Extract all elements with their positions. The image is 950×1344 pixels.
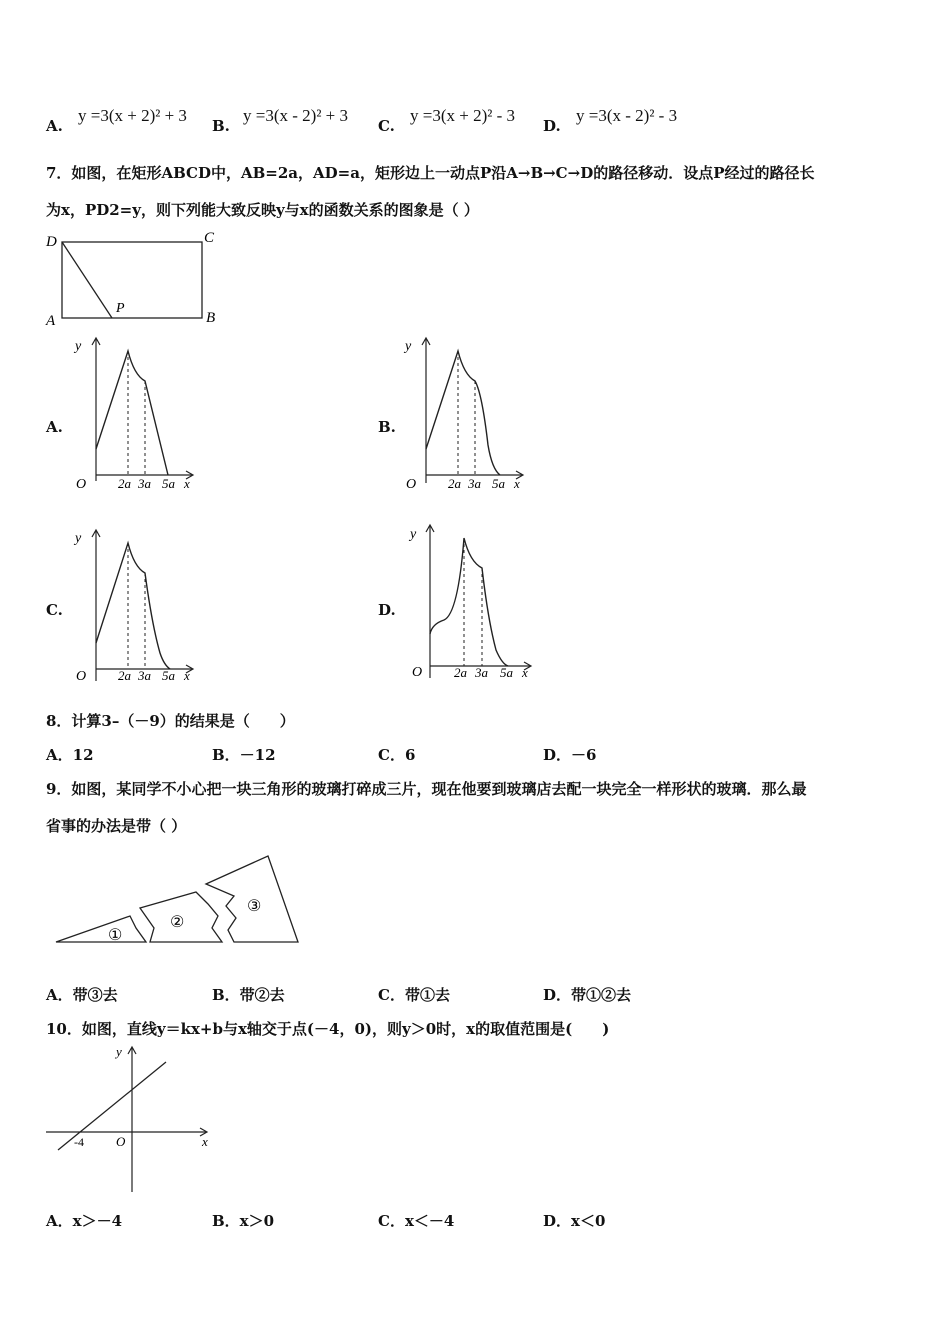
svg-text:3a: 3a [468,476,481,491]
q8-option-b: B．－12 [212,746,276,764]
q7-stem-line2: 为x，PD2=y，则下列能大致反映y与x的函数关系的图象是（ ） [46,201,479,219]
q6-option-a-expr: y =3(x + 2)² + 3 [78,106,187,125]
svg-text:y: y [405,339,412,354]
rect-label-a: A [46,313,56,329]
svg-text:5a: 5a [162,668,175,683]
svg-text:x: x [514,476,520,491]
q9-option-b: B．带②去 [212,986,285,1004]
q9-option-d: D．带①②去 [543,986,632,1004]
q10-stem: 10．如图，直线y＝kx+b与x轴交于点(－4，0)，则y＞0时，x的取值范围是( ) [46,1020,610,1038]
piece-2: ② [170,914,185,931]
q8-option-c: C．6 [378,746,416,764]
q10-option-c: C．x＜－4 [378,1212,455,1230]
svg-text:5a: 5a [162,476,175,491]
svg-text:O: O [412,665,423,680]
q7-graph-d-label: D. [378,601,396,619]
q10-line-graph [40,1042,220,1197]
piece-3: ③ [247,898,262,915]
rect-label-p: P [116,301,125,316]
svg-text:2a: 2a [454,665,467,680]
svg-text:O: O [76,669,87,684]
svg-text:3a: 3a [138,476,151,491]
q9-stem-line1: 9．如图，某同学不小心把一块三角形的玻璃打碎成三片，现在他要到玻璃店去配一块完全一样形状的玻璃．那么最 [46,780,807,798]
svg-text:x: x [202,1134,208,1149]
rect-label-d: D [46,234,57,250]
svg-text:5a: 5a [492,476,505,491]
svg-text:y: y [75,531,82,546]
q6-option-d-label: D. [543,117,561,135]
svg-text:O: O [406,477,417,492]
svg-text:-4: -4 [74,1135,84,1149]
q9-option-a: A．带③去 [46,986,118,1004]
svg-text:5a: 5a [500,665,513,680]
rect-label-c: C [204,230,215,246]
svg-text:y: y [410,527,417,542]
svg-text:y: y [116,1044,122,1059]
svg-text:y: y [75,339,82,354]
q7-stem-line1: 7．如图，在矩形ABCD中，AB=2a，AD=a，矩形边上一动点P沿A→B→C→D的路径移动．设点P经过的路径长 [46,164,815,182]
svg-text:2a: 2a [448,476,461,491]
rectangle-figure [40,228,230,330]
q6-option-d-expr: y =3(x - 2)² - 3 [576,106,678,125]
svg-text:2a: 2a [118,476,131,491]
q7-graph-a-label: A. [46,418,63,436]
q8-stem: 8．计算3–（－9）的结果是（ ） [46,712,295,730]
svg-text:x: x [184,476,190,491]
q7-graph-c-label: C. [46,601,63,619]
q9-option-c: C．带①去 [378,986,450,1004]
svg-text:x: x [184,668,190,683]
q6-option-b-expr: y =3(x - 2)² + 3 [243,106,349,125]
q8-option-a: A．12 [46,746,94,764]
broken-glass-figure [50,850,310,950]
q6-option-b-label: B. [212,117,230,135]
piece-1: ① [108,927,123,944]
q7-graph-d [404,520,538,680]
q6-option-c-expr: y =3(x + 2)² - 3 [410,106,516,125]
q10-option-b: B．x＞0 [212,1212,275,1230]
q7-graph-a [70,333,200,493]
svg-text:O: O [116,1134,126,1149]
q7-graph-c [70,525,200,685]
q6-option-c-label: C. [378,117,395,135]
q9-stem-line2: 省事的办法是带（ ） [46,817,187,835]
q6-option-a-label: A. [46,117,63,135]
q7-graph-b [400,333,530,493]
q8-option-d: D．－6 [543,746,597,764]
q10-option-d: D．x＜0 [543,1212,606,1230]
svg-text:3a: 3a [138,668,151,683]
svg-text:3a: 3a [475,665,488,680]
svg-text:x: x [522,665,528,680]
q10-option-a: A．x＞－4 [46,1212,123,1230]
q7-graph-b-label: B. [378,418,396,436]
svg-text:O: O [76,477,87,492]
svg-text:2a: 2a [118,668,131,683]
rect-label-b: B [206,310,216,326]
